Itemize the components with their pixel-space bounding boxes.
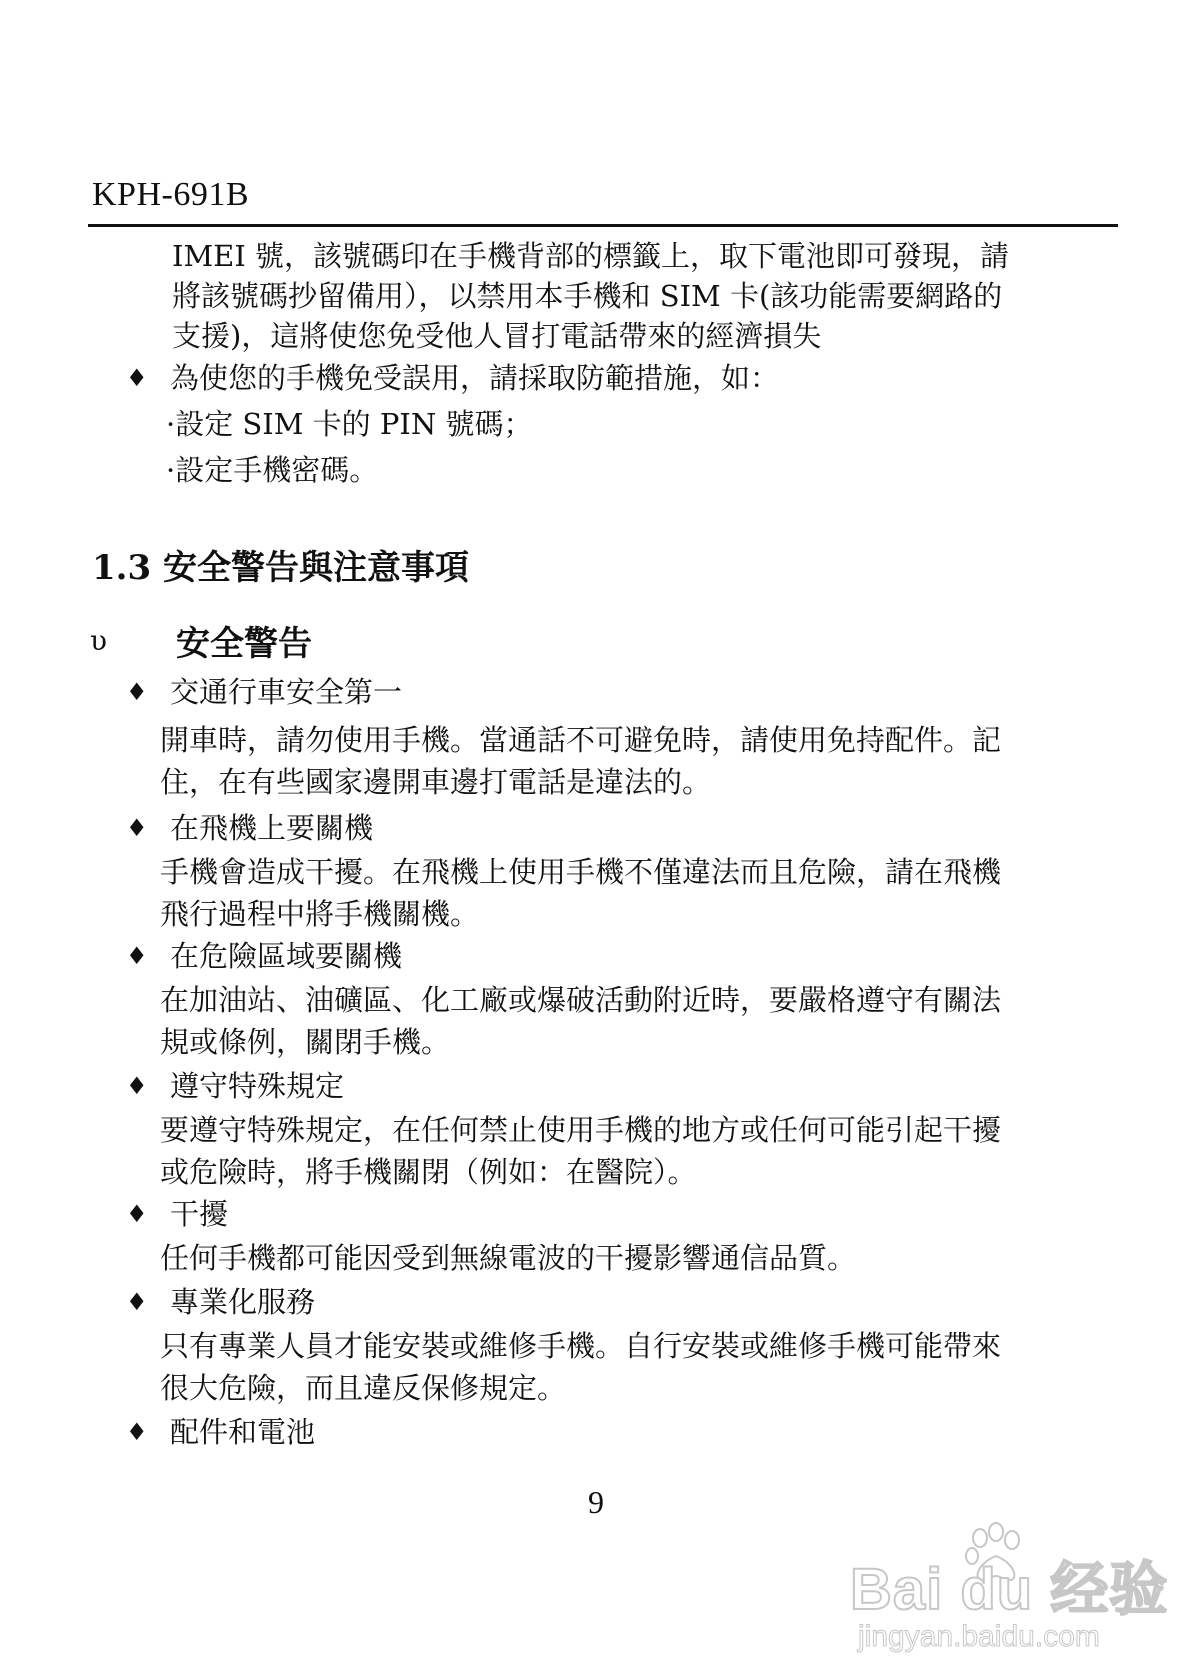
section-title: 安全警告與注意事項 [163,548,469,588]
warning-body-line: 手機會造成干擾。在飛機上使用手機不僅違法而且危險，請在飛機 [160,855,1002,889]
warning-title: 在危險區域要關機 [170,939,403,973]
intro-line: 支援)，這將使您免受他人冒打電話帶來的經濟損失 [172,319,822,353]
warning-body-line: 規或條例，關閉手機。 [160,1025,451,1059]
section-heading [92,540,469,589]
warning-body-line: 很大危險，而且違反保修規定。 [160,1371,567,1405]
bullet-icon: ♦ [126,364,148,392]
warning-body-line: 飛行過程中將手機關機。 [160,897,480,931]
warning-title: 干擾 [170,1197,229,1231]
watermark-url: jingyan.baidu.com [858,1620,1100,1653]
warning-title: 配件和電池 [170,1415,316,1449]
warning-title: 交通行車安全第一 [170,675,403,709]
section-number: 1.3 [92,548,152,588]
bullet-icon: ♦ [126,678,148,706]
warning-body-line: 開車時，請勿使用手機。當通話不可避免時，請使用免持配件。記 [160,723,1002,757]
warning-body-line: 任何手機都可能因受到無線電波的干擾影響通信品質。 [160,1241,857,1275]
warning-title: 遵守特殊規定 [170,1069,345,1103]
warning-title: 專業化服務 [170,1285,316,1319]
bullet-icon: ♦ [126,1288,148,1316]
warning-body-line: 住，在有些國家邊開車邊打電話是違法的。 [160,765,712,799]
bullet-icon: ♦ [126,1200,148,1228]
warning-body-line: 在加油站、油礦區、化工廠或爆破活動附近時，要嚴格遵守有關法 [160,983,1002,1017]
bullet-icon: ♦ [126,1072,148,1100]
watermark-brand: Bai du 经验 [850,1557,1169,1622]
bullet-icon: ♦ [126,942,148,970]
baidu-jingyan-watermark [850,1520,1169,1670]
header-divider [88,224,1118,227]
warning-body-line: 只有專業人員才能安裝或維修手機。自行安裝或維修手機可能帶來 [160,1329,1002,1363]
intro-line: 將該號碼抄留備用），以禁用本手機和 SIM 卡(該功能需要網路的 [172,279,1003,313]
warning-body-line: 要遵守特殊規定，在任何禁止使用手機的地方或任何可能引起干擾 [160,1113,1002,1147]
page-number: 9 [588,1484,604,1520]
intro-bullet-title: 為使您的手機免受誤用，請採取防範措施，如： [170,361,780,395]
subsection-title: 安全警告 [176,624,312,664]
intro-sub-item: ·設定手機密碼。 [166,453,379,487]
bullet-icon: ♦ [126,1418,148,1446]
document-model-title: KPH-691B [92,176,250,213]
intro-sub-item: ·設定 SIM 卡的 PIN 號碼； [166,407,533,441]
subsection-marker: υ [90,624,108,657]
intro-line: IMEI 號，該號碼印在手機背部的標籤上，取下電池即可發現，請 [172,239,1009,273]
bullet-icon: ♦ [126,814,148,842]
warning-title: 在飛機上要關機 [170,811,374,845]
warning-body-line: 或危險時，將手機關閉（例如：在醫院）。 [160,1155,697,1189]
